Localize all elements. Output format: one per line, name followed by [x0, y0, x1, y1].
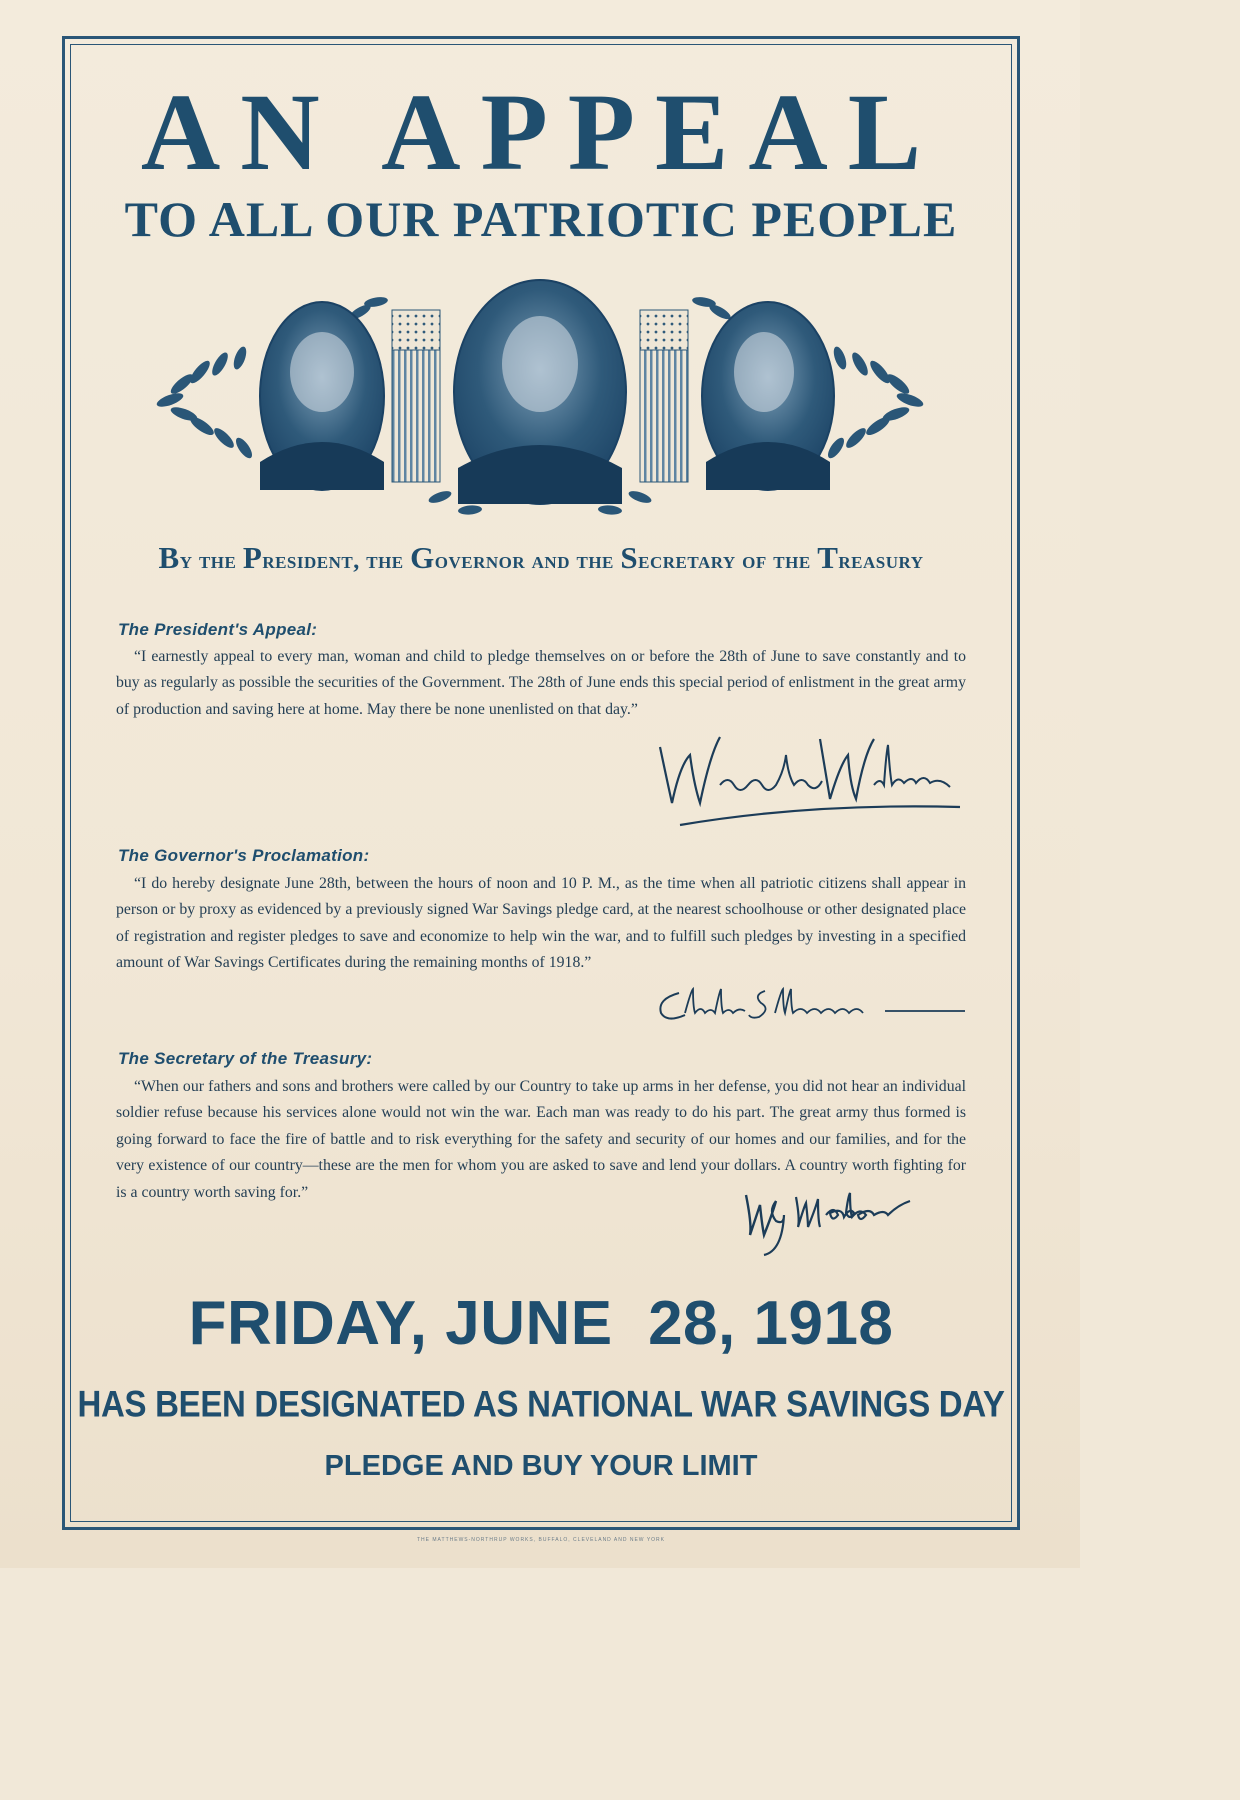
signature-woodrow-wilson	[650, 725, 970, 835]
byline-cap: P	[242, 540, 263, 575]
designation-line: HAS BEEN DESIGNATED AS NATIONAL WAR SAVINGS DAY	[77, 1382, 1005, 1425]
byline-cap: B	[158, 540, 180, 575]
printer-credit: THE MATTHEWS-NORTHRUP WORKS, BUFFALO, CLEVELAND AND NEW YORK	[417, 1537, 665, 1543]
president-appeal-heading: The President's Appeal:	[118, 620, 318, 639]
laurel-left-icon	[155, 345, 255, 461]
secretary-treasury-heading: The Secretary of the Treasury:	[118, 1049, 373, 1068]
byline-text: ecretary of the	[638, 548, 818, 574]
governor-proclamation-heading: The Governor's Proclamation:	[118, 846, 370, 865]
byline-cap: G	[410, 540, 435, 575]
laurel-right-icon	[825, 345, 925, 461]
byline-text: overnor and the	[434, 548, 621, 574]
poster-subtitle: TO ALL OUR PATRIOTIC PEOPLE	[124, 191, 958, 247]
flag-column-left-icon	[392, 310, 440, 482]
pledge-line: PLEDGE AND BUY YOUR LIMIT	[324, 1450, 758, 1482]
byline-text: y the	[179, 548, 243, 574]
byline-cap: S	[620, 540, 639, 575]
signature-mcadoo	[740, 1185, 970, 1265]
signature-governor	[655, 985, 970, 1025]
secretary-treasury-text: “When our fathers and sons and brothers were called by our Country to take up arms in her defense, you did not hear an individual soldier refuse because his services alone would not win the war. Each man was ready to do his part. The great army thus formed is going forward to face the fire of battle and to risk everything for the safety and security of our homes and our families, and for the very existence of our country—these are the men for whom you are asked to save and lend your dollars. A country worth fighting for is a country worth saving for.”	[116, 1078, 966, 1201]
poster-title: AN APPEAL	[140, 71, 942, 193]
byline-cap: T	[817, 540, 839, 575]
war-savings-date: FRIDAY, JUNE 28, 1918	[188, 1289, 894, 1358]
byline-text: resident, the	[262, 548, 411, 574]
portrait-secretary	[702, 302, 834, 490]
portrait-president	[454, 280, 626, 504]
president-appeal-text: “I earnestly appeal to every man, woman and child to pledge themselves on or before the 28th of June to save constantly and to buy as regularly as possible the securities of the Government. The 28th of June ends this special period of enlistment in the great army of production and saving here at home. May there be none unenlisted on that day.”	[116, 648, 966, 718]
portrait-governor	[260, 302, 384, 490]
governor-proclamation-text: “I do hereby designate June 28th, between the hours of noon and 10 P. M., as the time when all patriotic citizens shall appear in person or by proxy as evidenced by a previously signed War Savings pledge card, at the nearest schoolhouse or other designated place of registration and register pledges to save and economize to help win the war, and to fulfill such pledges by investing in a specified amount of War Savings Certificates during the remaining months of 1918.”	[116, 875, 966, 972]
byline-text: reasury	[838, 548, 924, 574]
portrait-vignette	[140, 272, 940, 527]
byline	[70, 540, 1012, 576]
flag-column-right-icon	[640, 310, 688, 482]
